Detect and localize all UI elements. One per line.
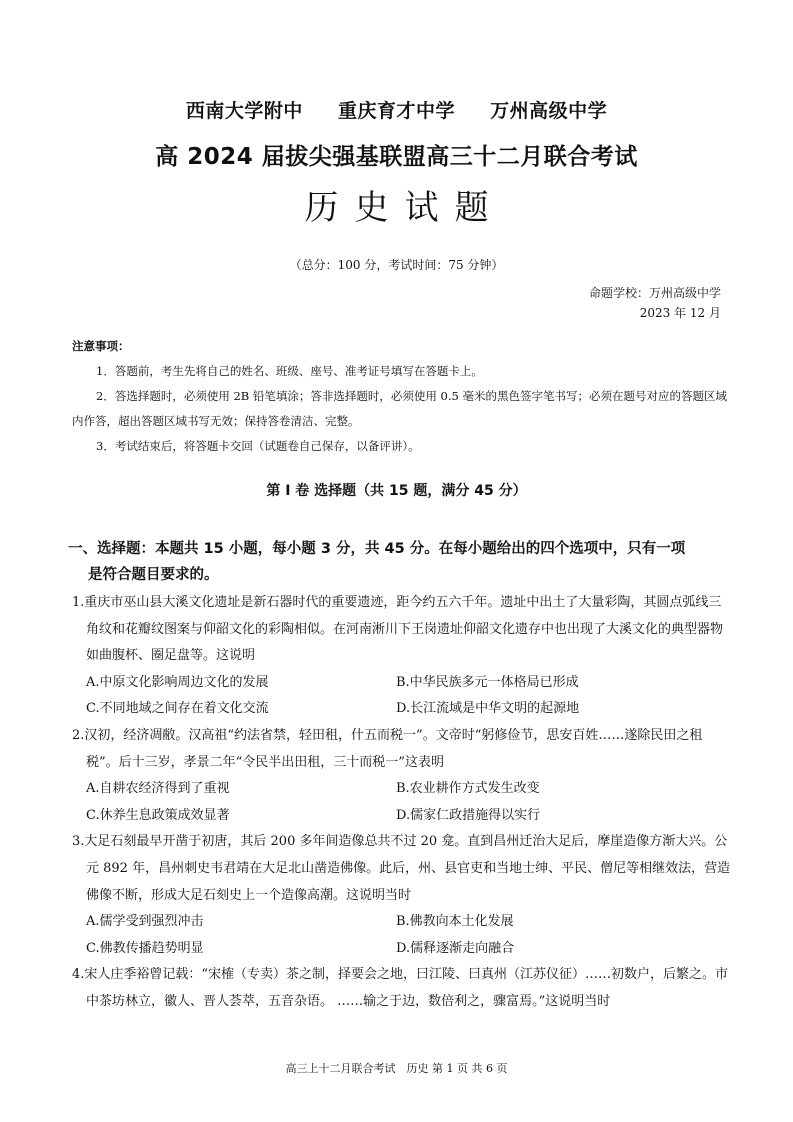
option: D.儒家仁政措施得以实行 (396, 807, 541, 823)
notice-title: 注意事项： (72, 339, 130, 353)
question (72, 723, 732, 829)
school-name: 万州高级中学 (490, 100, 608, 122)
question-stem: 4.宋人庄季裕曾记载：“宋榷（专卖）茶之制，择要会之地，曰江陵、曰真州（江苏仪征）……初数户，后繁之。市中茶坊林立，徽人、晋人荟萃，五音杂语。 ……输之于边，数倍利之，骤富焉。”这说明当时 (72, 967, 729, 1009)
option: B.佛教向本土化发展 (396, 914, 514, 930)
options (72, 670, 732, 723)
question (72, 829, 732, 962)
setter-school: 命题学校：万州高级中学 (588, 286, 721, 300)
school-list (0, 96, 793, 123)
exam-date: 2023 年 12 月 (639, 306, 721, 320)
question-stem: 1.重庆市巫山县大溪文化遗址是新石器时代的重要遗迹，距今约五六千年。遗址中出土了大量彩陶，其圆点弧线三角纹和花瓣纹图案与仰韶文化的彩陶相似。在河南淅川下王岗遗址仰韶文化遗存中也出现了大溪文化的典型器物如曲腹杯、圈足盘等。这说明 (72, 595, 724, 664)
option: C.休养生息政策成效显著 (86, 807, 230, 823)
option: B.农业耕作方式发生改变 (396, 781, 540, 797)
notice-item: 2．答选择题时，必须使用 2B 铅笔填涂；答非选择题时，必须使用 0.5 毫米的黑色签字笔书写；必须在题号对应的答题区域内作答，超出答题区域书写无效；保持答卷清洁、完整。 (72, 389, 727, 428)
options (72, 776, 732, 829)
exam-title: 高 2024 届拔尖强基联盟高三十二月联合考试 (155, 144, 638, 170)
notice-block (72, 334, 732, 459)
option: D.儒释逐渐走向融合 (396, 940, 515, 956)
question (72, 590, 732, 723)
option: B.中华民族多元一体格局已形成 (396, 674, 579, 690)
section-heading (68, 536, 733, 588)
question-stem: 2.汉初，经济凋敝。汉高祖“约法省禁，轻田租，什五而税一”。文帝时“躬修俭节，思安百姓……遂除民田之租税”。后十三岁，孝景二年“令民半出田租，三十而税一”这表明 (72, 727, 703, 770)
option: C.佛教传播趋势明显 (86, 940, 204, 956)
question (72, 962, 732, 1015)
option: D.长江流域是中华文明的起源地 (396, 701, 580, 717)
subject-title: 历史试题 (304, 188, 505, 228)
option: A.儒学受到强烈冲击 (86, 914, 204, 930)
question-list (72, 590, 732, 1016)
options (72, 909, 732, 962)
volume-title: 第 I 卷 选择题（共 15 题，满分 45 分） (266, 483, 527, 499)
school-name: 西南大学附中 (185, 100, 303, 122)
exam-meta: （总分：100 分，考试时间：75 分钟） (289, 258, 504, 272)
notice-item: 1．答题前，考生先将自己的姓名、班级、座号、准考证号填写在答题卡上。 (96, 364, 483, 378)
school-name: 重庆育才中学 (337, 100, 455, 122)
section-line: 是符合题目要求的。 (88, 567, 219, 583)
section-line: 一、选择题：本题共 15 小题，每小题 3 分，共 45 分。在每小题给出的四个选项中，只有一项 (68, 541, 686, 557)
option: A.中原文化影响周边文化的发展 (86, 674, 269, 690)
notice-item: 3．考试结束后，将答题卡交回（试题卷自己保存，以备评讲）。 (96, 439, 420, 453)
option: A.自耕农经济得到了重视 (86, 781, 230, 797)
question-stem: 3.大足石刻最早开凿于初唐，其后 200 多年间造像总共不过 20 龛。直到昌州迁治大足后，摩崖造像方渐大兴。公元 892 年，昌州刺史韦君靖在大足北山凿造佛像。此后，州、县官吏和当地士绅、平民、僧尼等相继效法，营造佛像不断，形成大足石刻史上一个造像高潮。这说明当时 (72, 834, 731, 903)
page-footer: 高三上十二月联合考试 历史 第 1 页 共 6 页 (285, 1062, 508, 1075)
option: C.不同地域之间存在着文化交流 (86, 701, 269, 717)
